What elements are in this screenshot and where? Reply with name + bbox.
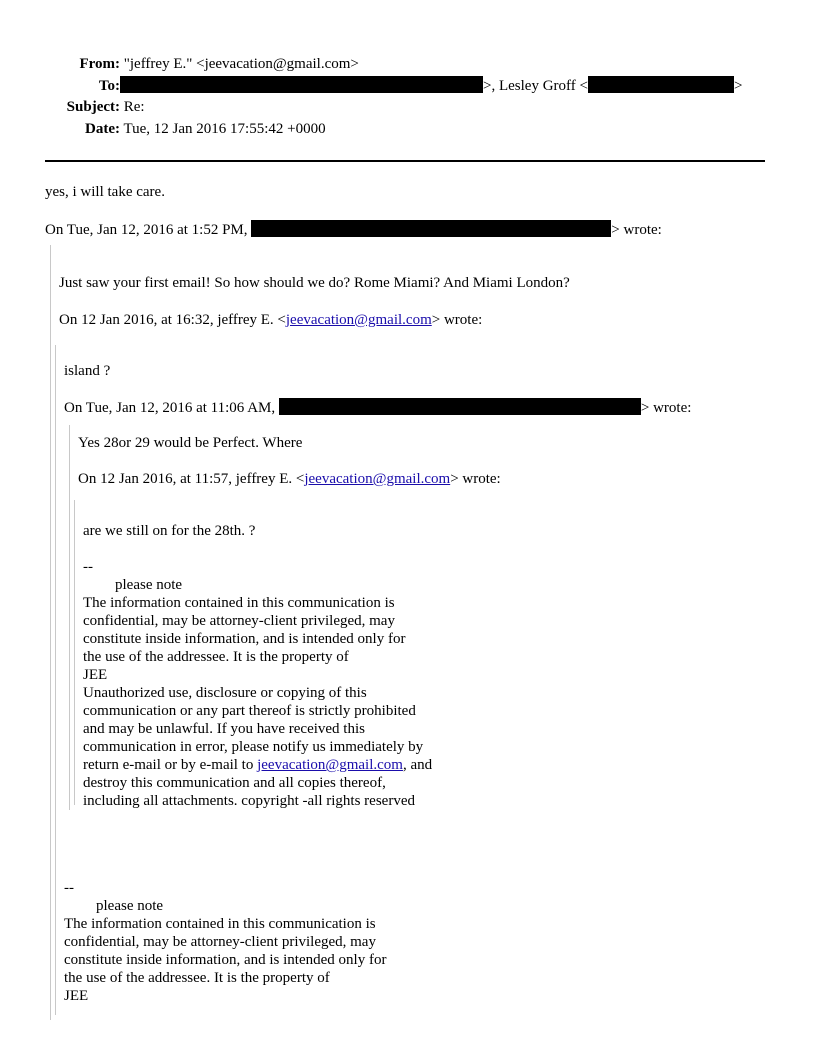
signature-line: The information contained in this communication is bbox=[83, 595, 395, 611]
quote-bar-4 bbox=[74, 500, 75, 805]
quote-2-attribution-wrote: > wrote: bbox=[640, 400, 692, 416]
date-row bbox=[0, 120, 326, 138]
from-value: "jeffrey E." <jeevacation@gmail.com> bbox=[123, 56, 359, 72]
quote-3-attribution-wrote: > wrote: bbox=[450, 471, 501, 487]
subject-row bbox=[0, 98, 145, 116]
from-row bbox=[0, 55, 359, 73]
signature-return-text: return e-mail or by e-mail to bbox=[83, 757, 258, 773]
signature-line: including all attachments. copyright -all rights reserved bbox=[83, 793, 415, 809]
quote-bar-1 bbox=[50, 245, 51, 1020]
redaction-block bbox=[120, 76, 483, 93]
signature-line: communication or any part thereof is strictly prohibited bbox=[83, 703, 416, 719]
signature-line: constitute inside information, and is intended only for bbox=[83, 631, 406, 647]
signature-line: constitute inside information, and is intended only for bbox=[64, 952, 387, 968]
attribution-1-wrote: > wrote: bbox=[611, 222, 662, 238]
signature-block bbox=[83, 594, 432, 810]
to-end-text: > bbox=[733, 78, 743, 94]
quote-bar-2 bbox=[55, 345, 56, 1015]
to-row bbox=[0, 76, 742, 95]
email-link[interactable]: jeevacation@gmail.com bbox=[285, 312, 432, 328]
signature-return-line bbox=[83, 756, 432, 774]
from-label: From: bbox=[79, 56, 120, 72]
signature-line: Unauthorized use, disclosure or copying of this bbox=[83, 685, 367, 701]
quote-2-attribution-text: On Tue, Jan 12, 2016 at 11:06 AM, bbox=[64, 400, 279, 416]
signature-line: communication in error, please notify us immediately by bbox=[83, 739, 424, 755]
quote-1-attribution-wrote: > wrote: bbox=[431, 312, 483, 328]
signature-line: confidential, may be attorney-client privileged, may bbox=[64, 934, 376, 950]
signature-2-block bbox=[64, 915, 386, 1005]
signature-line: the use of the addressee. It is the property of bbox=[83, 649, 349, 665]
quote-3-text: Yes 28or 29 would be Perfect. Where bbox=[78, 435, 303, 451]
redaction-block bbox=[251, 220, 611, 237]
quote-2-text: island ? bbox=[64, 363, 111, 379]
to-label: To: bbox=[98, 78, 120, 94]
redaction-block bbox=[588, 76, 734, 93]
email-link[interactable]: jeevacation@gmail.com bbox=[257, 757, 403, 773]
redaction-block bbox=[279, 398, 641, 415]
signature-return-end: , and bbox=[402, 757, 433, 773]
signature-dash: -- bbox=[83, 559, 93, 575]
signature-line: and may be unlawful. If you have received this bbox=[83, 721, 365, 737]
signature-line: the use of the addressee. It is the property of bbox=[64, 970, 330, 986]
attribution-1-text: On Tue, Jan 12, 2016 at 1:52 PM, bbox=[45, 222, 252, 238]
signature-line: The information contained in this communication is bbox=[64, 916, 376, 932]
signature-2-dash: -- bbox=[64, 880, 74, 896]
subject-value: Re: bbox=[123, 99, 145, 115]
to-middle-text: >, Lesley Groff < bbox=[483, 78, 588, 94]
header-separator bbox=[45, 160, 765, 162]
reply-text: yes, i will take care. bbox=[45, 184, 165, 200]
signature-line: confidential, may be attorney-client privileged, may bbox=[83, 613, 395, 629]
quote-4-text: are we still on for the 28th. ? bbox=[83, 523, 256, 539]
date-label: Date: bbox=[85, 121, 120, 137]
subject-label: Subject: bbox=[66, 99, 120, 115]
date-value: Tue, 12 Jan 2016 17:55:42 +0000 bbox=[123, 121, 326, 137]
quote-3-attribution-text: On 12 Jan 2016, at 11:57, jeffrey E. < bbox=[78, 471, 305, 487]
signature-line: JEE bbox=[64, 988, 89, 1004]
signature-note: please note bbox=[115, 577, 183, 593]
quote-bar-3 bbox=[69, 425, 70, 810]
quote-1-attribution-text: On 12 Jan 2016, at 16:32, jeffrey E. < bbox=[59, 312, 286, 328]
quote-1-text: Just saw your first email! So how should we do? Rome Miami? And Miami London? bbox=[59, 275, 570, 291]
signature-line: destroy this communication and all copies thereof, bbox=[83, 775, 386, 791]
email-link[interactable]: jeevacation@gmail.com bbox=[304, 471, 451, 487]
attribution-1 bbox=[45, 220, 662, 239]
signature-2-note: please note bbox=[96, 898, 164, 914]
signature-line: JEE bbox=[83, 667, 108, 683]
quote-1-attribution bbox=[59, 311, 482, 329]
quote-2-attribution bbox=[64, 398, 691, 417]
quote-3-attribution bbox=[78, 470, 501, 488]
